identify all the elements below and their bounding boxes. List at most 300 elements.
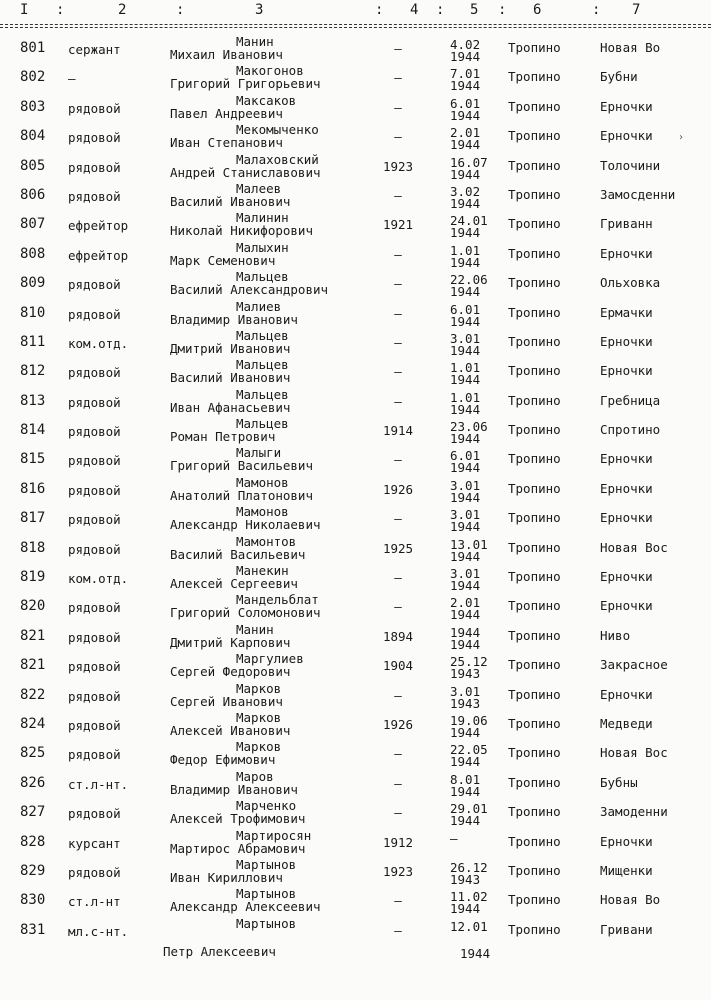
record-first-name: Александр Алексеевич (170, 899, 321, 915)
record-first-name: Иван Степанович (170, 135, 283, 151)
record-death-date: 6.01 (450, 448, 481, 464)
record-number: 801 (20, 40, 46, 56)
record-status: Тропино (508, 539, 561, 555)
record-number: 805 (20, 157, 46, 174)
record-death-date: 1.01 (450, 360, 481, 376)
record-death-date: 1.01 (450, 389, 481, 405)
record-row (0, 739, 711, 772)
record-row (0, 709, 711, 743)
record-burial-place: Ерночки (600, 598, 653, 614)
record-burial-place: Ерночки (600, 333, 653, 349)
record-first-name: Григорий Васильевич (170, 458, 313, 474)
record-rank: рядовой (68, 365, 121, 381)
record-number: 802 (20, 69, 46, 86)
record-burial-place: Ерночки (600, 451, 653, 467)
record-burial-place: Ерночки (600, 569, 653, 585)
record-last-name: Мекомыченко (236, 122, 319, 138)
record-last-name: Мамонов (236, 504, 289, 520)
record-first-name: Владимир Иванович (170, 311, 298, 327)
record-death-year: 1944 (450, 342, 481, 358)
record-burial-place: Ерночки (600, 363, 653, 379)
record-row (0, 210, 711, 243)
record-status: Тропино (508, 657, 561, 673)
record-burial-place: Новая Во (600, 40, 661, 55)
record-row (0, 122, 711, 155)
record-number: 819 (20, 569, 46, 586)
column-separator: : (56, 2, 65, 18)
record-birth-year: — (394, 570, 402, 586)
record-first-name: Павел Андреевич (170, 105, 283, 121)
record-birth-year: — (394, 746, 402, 762)
record-row (0, 621, 711, 655)
record-last-name: Мартиросян (236, 827, 312, 843)
record-row (0, 680, 711, 714)
column-separator: : (498, 2, 507, 18)
record-rank: рядовой (68, 130, 121, 146)
record-row (0, 386, 711, 420)
record-row (0, 563, 711, 596)
record-status: Тропино (508, 862, 561, 878)
record-status: Тропино (508, 627, 561, 643)
record-number: 821 (20, 627, 46, 644)
record-death-year: 1944 (450, 548, 481, 564)
record-first-name: Михаил Иванович (170, 47, 283, 62)
record-death-year: 1944 (450, 78, 481, 94)
record-death-date: 1944 (450, 624, 481, 640)
record-first-name: Роман Петрович (170, 429, 276, 445)
record-death-date: 13.01 (450, 536, 488, 552)
record-burial-place: Новая Во (600, 892, 661, 908)
record-death-date: 3.01 (450, 683, 481, 699)
record-death-date: 24.01 (450, 213, 488, 229)
record-last-name: Манекин (236, 563, 289, 579)
record-number: 826 (20, 774, 46, 791)
record-status: Тропино (508, 774, 561, 790)
record-death-date: 3.02 (450, 183, 481, 199)
record-last-name: Малинин (236, 210, 289, 226)
record-last-name: Марков (236, 709, 282, 725)
record-death-year: 1944 (450, 431, 481, 447)
record-last-name: Марков (236, 739, 282, 755)
record-death-date: 3.01 (450, 330, 481, 346)
record-birth-year: — (394, 129, 402, 145)
record-number: 806 (20, 186, 46, 203)
record-number: 821 (20, 657, 46, 674)
record-first-name: Василий Иванович (170, 370, 291, 386)
record-birth-year: 1923 (382, 158, 414, 174)
record-death-date: 22.06 (450, 272, 488, 288)
record-last-name: Мальцев (236, 269, 289, 285)
record-rank: мл.с-нт. (68, 923, 129, 939)
record-status: Тропино (508, 69, 561, 85)
record-birth-year: 1925 (382, 540, 414, 556)
record-first-name: Василий Александрович (170, 282, 329, 298)
record-row (0, 915, 711, 949)
last-record-year: 1944 (460, 946, 491, 961)
record-first-name: Григорий Соломонович (170, 605, 321, 621)
record-death-date: 2.01 (450, 125, 481, 141)
record-first-name: Федор Ефимович (170, 752, 276, 768)
record-burial-place: Закрасное (600, 657, 668, 673)
record-rank: рядовой (68, 100, 121, 116)
record-status: Тропино (508, 157, 561, 173)
record-rank: курсант (68, 835, 121, 851)
column-header-7: 7 (632, 2, 641, 18)
record-last-name: Малеев (236, 180, 282, 196)
record-death-year: 1943 (450, 666, 481, 682)
record-birth-year: — (394, 922, 402, 938)
record-birth-year: — (394, 187, 402, 203)
record-status: Тропино (508, 275, 561, 291)
record-death-year: 1944 (450, 372, 481, 388)
record-death-year: 1944 (450, 607, 481, 623)
record-number: 828 (20, 833, 46, 850)
record-first-name: Александр Николаевич (170, 517, 321, 533)
record-first-name: Сергей Иванович (170, 693, 283, 709)
record-burial-place: Ерночки (600, 98, 653, 114)
record-death-date: 3.01 (450, 566, 481, 582)
margin-tick-mark: › (678, 132, 685, 143)
record-row (0, 269, 711, 302)
record-status: Тропино (508, 686, 561, 702)
record-death-year: 1944 (450, 166, 481, 182)
record-burial-place: Ерночки (600, 245, 653, 261)
record-number: 815 (20, 451, 46, 468)
record-number: 827 (20, 804, 46, 821)
record-last-name: Максаков (236, 92, 297, 108)
column-header-3: 3 (255, 2, 264, 18)
record-birth-year: — (394, 599, 402, 615)
record-burial-place: Спротино (600, 422, 661, 438)
record-number: 820 (20, 598, 46, 615)
record-rank: рядовой (68, 306, 121, 322)
record-burial-place: Ерночки (600, 128, 653, 144)
record-death-year: 1944 (450, 578, 481, 594)
record-last-name: Маргулиев (236, 651, 304, 667)
record-death-date: 6.01 (450, 95, 481, 111)
record-birth-year: — (394, 893, 402, 909)
record-status: Тропино (508, 598, 561, 614)
record-row (0, 239, 711, 273)
record-first-name: Сергей Федорович (170, 664, 291, 680)
record-burial-place: Мищенки (600, 862, 653, 878)
record-last-name: Малаховский (236, 151, 319, 167)
record-birth-year: 1926 (382, 481, 414, 497)
record-rank: рядовой (68, 629, 121, 645)
record-status: Тропино (508, 892, 561, 908)
record-burial-place: Ниво (600, 627, 631, 643)
record-number: 816 (20, 480, 46, 497)
record-last-name: Мальцев (236, 416, 289, 432)
record-number: 808 (20, 245, 46, 262)
record-birth-year: — (394, 276, 402, 292)
record-rank: рядовой (68, 188, 121, 204)
record-birth-year: — (394, 305, 402, 321)
record-burial-place: Толочини (600, 157, 661, 173)
record-row (0, 856, 711, 890)
record-birth-year: — (394, 775, 402, 791)
record-birth-year: — (394, 452, 402, 468)
record-number: 817 (20, 510, 46, 527)
record-death-year: 1944 (450, 49, 481, 64)
record-rank: ком.отд. (68, 571, 129, 587)
record-first-name: Алексей Сергеевич (170, 576, 298, 592)
record-number: 825 (20, 745, 46, 762)
record-rank: ст.л-нт (68, 894, 121, 910)
record-row (0, 151, 711, 185)
record-rank: рядовой (68, 717, 121, 733)
record-row (0, 827, 711, 861)
record-number: 824 (20, 715, 46, 732)
record-burial-place: Ерночки (600, 510, 653, 526)
record-death-date: 16.07 (450, 154, 488, 170)
record-row (0, 504, 711, 537)
record-last-name: Маров (236, 768, 274, 784)
record-rank: рядовой (68, 864, 121, 880)
record-birth-year: 1894 (382, 628, 414, 644)
record-death-date: 29.01 (450, 801, 488, 817)
record-last-name: Малиев (236, 298, 282, 314)
record-row (0, 416, 711, 449)
record-first-name: Владимир Иванович (170, 781, 298, 797)
record-last-name: Мамонов (236, 474, 289, 490)
record-birth-year: 1926 (382, 716, 414, 732)
record-birth-year: — (394, 70, 402, 86)
record-row (0, 298, 711, 332)
record-burial-place: Бубны (600, 774, 638, 790)
record-birth-year: — (394, 334, 402, 350)
record-death-date: 3.01 (450, 477, 481, 493)
column-header-5: 5 (470, 2, 479, 18)
record-death-date: 26.12 (450, 859, 488, 875)
record-death-year: 1944 (450, 489, 481, 505)
record-death-date: 8.01 (450, 771, 481, 787)
header-rule-bottom (0, 27, 711, 28)
record-death-year: 1944 (450, 519, 481, 535)
record-row (0, 533, 711, 567)
record-status: Тропино (508, 186, 561, 202)
record-burial-place: Ольховка (600, 275, 661, 291)
record-death-date: 4.02 (450, 37, 481, 52)
record-status: Тропино (508, 304, 561, 320)
record-death-year: 1944 (450, 460, 481, 476)
record-last-name: Марченко (236, 798, 297, 814)
record-rank: рядовой (68, 482, 121, 498)
record-last-name: Манин (236, 621, 274, 637)
record-status: Тропино (508, 216, 561, 232)
record-status: Тропино (508, 333, 561, 349)
record-row (0, 651, 711, 684)
record-row (0, 327, 711, 361)
record-birth-year: 1914 (382, 423, 414, 439)
record-burial-place: Ерночки (600, 686, 653, 702)
record-number: 818 (20, 539, 46, 556)
record-burial-place: Новая Вос (600, 745, 668, 761)
record-burial-place: Замоденни (600, 804, 668, 820)
record-death-year: 1944 (450, 195, 481, 211)
record-birth-year: — (394, 99, 402, 115)
record-rank: рядовой (68, 394, 121, 410)
record-last-name: Макогонов (236, 63, 304, 79)
record-first-name: Николай Никифорович (170, 223, 313, 239)
record-number: 812 (20, 363, 46, 380)
last-record-first-name: Петр Алексеевич (163, 944, 276, 959)
record-first-name: Алексей Иванович (170, 722, 291, 738)
record-status: Тропино (508, 833, 561, 849)
record-rank: рядовой (68, 424, 121, 440)
record-number: 829 (20, 862, 46, 879)
record-birth-year: 1923 (382, 863, 414, 879)
record-rank: рядовой (68, 600, 121, 616)
record-rank: рядовой (68, 747, 121, 763)
record-death-date: 11.02 (450, 889, 488, 905)
record-rank: рядовой (68, 277, 121, 293)
record-number: 807 (20, 216, 46, 233)
record-status: Тропино (508, 363, 561, 379)
record-last-name: Манин (236, 34, 274, 49)
record-last-name: Мартынов (236, 915, 297, 931)
record-first-name: Григорий Григорьевич (170, 76, 321, 92)
record-death-date: 7.01 (450, 66, 481, 82)
record-status: Тропино (508, 422, 561, 438)
record-birth-year: — (394, 687, 402, 703)
record-row (0, 886, 711, 919)
record-death-date: 25.12 (450, 654, 488, 670)
record-row (0, 592, 711, 625)
record-last-name: Мандельблат (236, 592, 319, 608)
record-row (0, 180, 711, 214)
record-burial-place: Ерночки (600, 480, 653, 496)
column-header-6: 6 (533, 2, 542, 18)
record-first-name: Алексей Трофимович (170, 811, 306, 827)
record-death-date: 12.01 (450, 918, 488, 934)
record-status: Тропино (508, 245, 561, 261)
record-death-year: 1944 (450, 107, 481, 123)
record-rank: сержант (68, 42, 121, 57)
record-first-name: Иван Кириллович (170, 869, 283, 885)
record-death-year: 1944 (450, 313, 481, 329)
record-rank: ст.л-нт. (68, 776, 129, 792)
record-row (0, 768, 711, 802)
record-death-year: 1944 (450, 401, 481, 417)
record-number: 803 (20, 98, 46, 115)
record-death-date: 2.01 (450, 595, 481, 611)
record-number: 831 (20, 921, 46, 938)
record-row (0, 357, 711, 390)
record-birth-year: — (394, 246, 402, 262)
record-last-name: Мартынов (236, 856, 297, 872)
record-first-name: Василий Иванович (170, 193, 291, 209)
records-list (0, 34, 711, 949)
column-header-4: 4 (410, 2, 419, 18)
record-status: Тропино (508, 804, 561, 820)
column-separator: : (592, 2, 601, 18)
record-row (0, 445, 711, 478)
record-first-name: Дмитрий Карпович (170, 634, 291, 650)
record-first-name: Андрей Станиславович (170, 164, 321, 180)
record-rank: рядовой (68, 453, 121, 469)
record-death-year: 1944 (450, 783, 481, 799)
record-number: 811 (20, 333, 46, 350)
record-rank: рядовой (68, 541, 121, 557)
record-last-name: Марков (236, 680, 282, 696)
record-status: Тропино (508, 715, 561, 731)
record-death-year: 1944 (450, 137, 481, 153)
record-last-name: Мальцев (236, 386, 289, 402)
record-rank: рядовой (68, 659, 121, 675)
record-status: Тропино (508, 128, 561, 144)
record-number: 822 (20, 686, 46, 703)
record-burial-place: Гривани (600, 921, 653, 937)
record-death-year: 1943 (450, 695, 481, 711)
record-death-date: 6.01 (450, 301, 481, 317)
record-first-name: Иван Афанасьевич (170, 399, 291, 415)
record-status: Тропино (508, 392, 561, 408)
header-rule-top (0, 24, 711, 25)
record-death-year: 1944 (450, 901, 481, 917)
record-first-name: Василий Васильевич (170, 546, 306, 562)
record-row (0, 798, 711, 831)
record-burial-place: Ерночки (600, 833, 653, 849)
record-burial-place: Медведи (600, 715, 653, 731)
record-rank: ком.отд. (68, 335, 129, 351)
record-burial-place: Замосденни (600, 186, 676, 202)
record-birth-year: — (394, 41, 402, 56)
record-rank: — (68, 71, 76, 87)
record-row (0, 92, 711, 126)
record-birth-year: 1921 (382, 217, 414, 233)
record-birth-year: — (394, 805, 402, 821)
record-last-name: Малыхин (236, 239, 289, 255)
record-last-name: Мальцев (236, 357, 289, 373)
record-last-name: Мартынов (236, 886, 297, 902)
record-first-name: Мартирос Абрамович (170, 840, 306, 856)
record-birth-year: — (394, 364, 402, 380)
record-burial-place: Бубни (600, 69, 638, 85)
record-death-date: 3.01 (450, 507, 481, 523)
record-birth-year: 1904 (382, 658, 414, 674)
record-number: 814 (20, 422, 46, 439)
record-row (0, 474, 711, 508)
record-row (0, 34, 711, 67)
column-header-1: I (20, 2, 29, 18)
record-row (0, 63, 711, 96)
record-birth-year: — (394, 511, 402, 527)
record-death-date: 22.05 (450, 742, 488, 758)
record-rank: ефрейтор (68, 247, 129, 263)
column-header-2: 2 (118, 2, 127, 18)
record-rank: рядовой (68, 512, 121, 528)
record-status: Тропино (508, 569, 561, 585)
record-number: 830 (20, 892, 46, 909)
record-birth-year: 1912 (382, 834, 414, 850)
record-death-date: — (450, 830, 458, 846)
record-status: Тропино (508, 40, 561, 55)
record-status: Тропино (508, 745, 561, 761)
record-rank: ефрейтор (68, 218, 129, 234)
record-burial-place: Ермачки (600, 304, 653, 320)
record-burial-place: Гриванн (600, 216, 653, 232)
record-burial-place: Новая Вос (600, 539, 668, 555)
record-first-name: Дмитрий Иванович (170, 340, 291, 356)
record-status: Тропино (508, 98, 561, 114)
record-status: Тропино (508, 480, 561, 496)
record-burial-place: Гребница (600, 392, 661, 408)
column-separator: : (176, 2, 185, 18)
record-death-year: 1944 (450, 284, 481, 300)
record-first-name: Анатолий Платонович (170, 487, 313, 503)
record-number: 804 (20, 128, 46, 145)
